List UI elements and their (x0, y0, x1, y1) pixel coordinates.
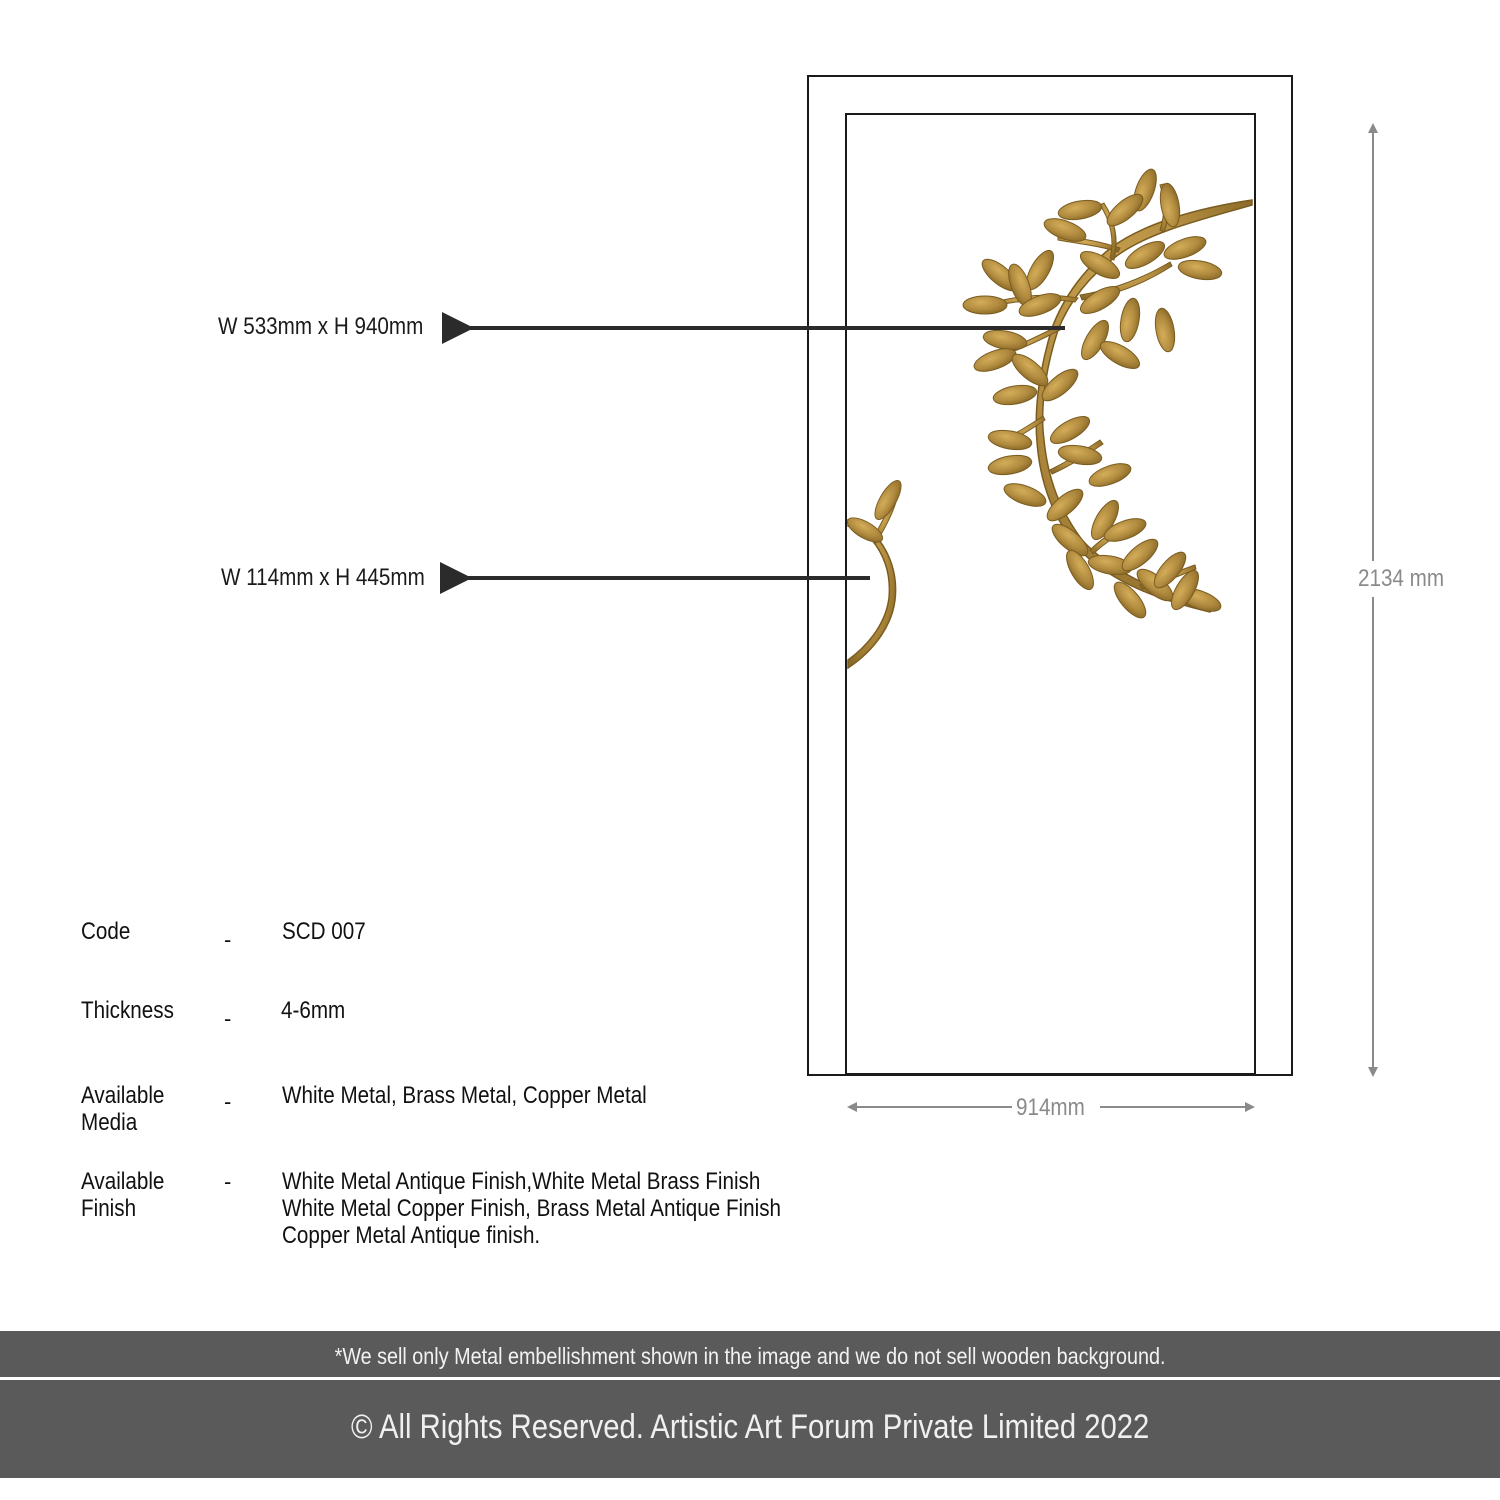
width-dimension-label: 914mm (1012, 1094, 1100, 1122)
spec-label-finish: Available Finish (81, 1168, 165, 1222)
spec-value-code: SCD 007 (282, 918, 366, 945)
spec-value-thickness: 4-6mm (281, 997, 346, 1024)
height-dimension-label: 2134 mm (1358, 561, 1458, 597)
spec-dash-media: - (224, 1089, 232, 1114)
spec-label-code: Code (81, 918, 131, 945)
spec-dash-thickness: - (224, 1006, 232, 1031)
small-branch-embellishment (844, 477, 906, 668)
disclaimer-text: *We sell only Metal embellishment shown in the image and we do not sell wooden background. (334, 1343, 1166, 1369)
spec-dash-finish: - (224, 1169, 232, 1194)
spec-value-media: White Metal, Brass Metal, Copper Metal (282, 1082, 647, 1109)
spec-value-finish: White Metal Antique Finish,White Metal Brass Finish White Metal Copper Finish, Brass Metal Antique Finish Copper Metal Antique finish. (282, 1168, 782, 1249)
copyright-text: © All Rights Reserved. Artistic Art Forum Private Limited 2022 (350, 1408, 1150, 1446)
callout-label-large-panel: W 533mm x H 940mm (218, 313, 424, 340)
large-branch-embellishment (963, 166, 1252, 622)
disclaimer-bar (0, 1331, 1500, 1377)
spec-label-thickness: Thickness (81, 997, 174, 1024)
spec-label-media: Available Media (81, 1082, 165, 1136)
spec-dash-code: - (224, 927, 232, 952)
callout-label-small-panel: W 114mm x H 445mm (221, 564, 425, 591)
copyright-bar (0, 1380, 1500, 1478)
